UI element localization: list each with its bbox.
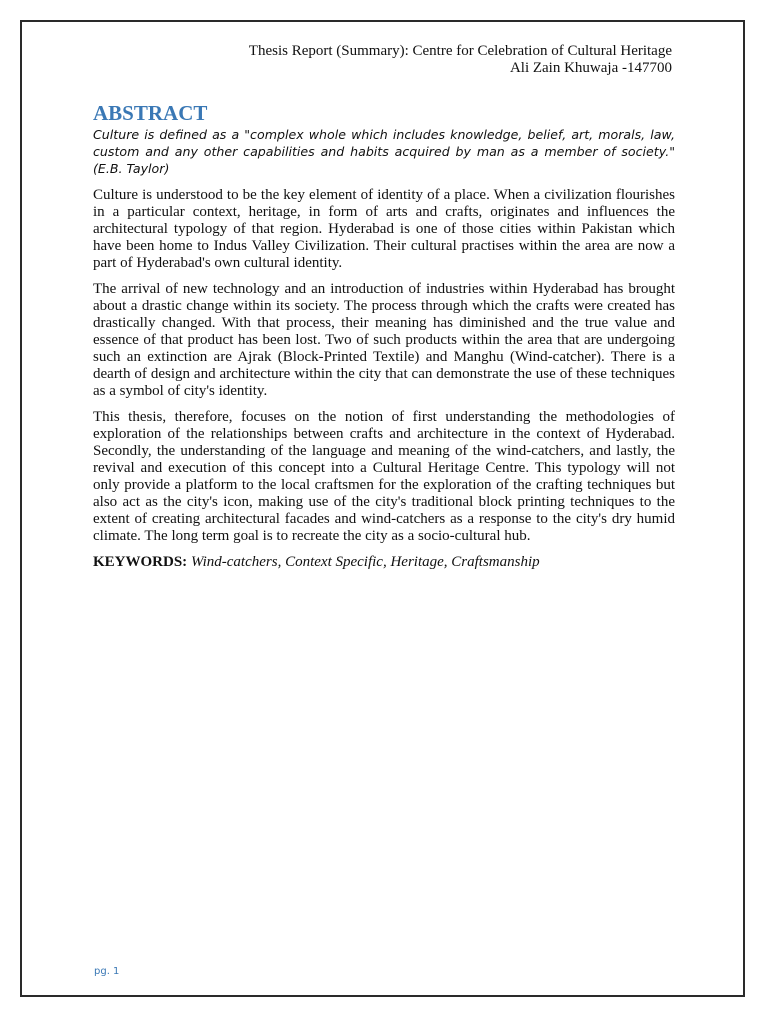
page-number: pg. 1 [94, 966, 120, 977]
keywords-line [93, 554, 675, 571]
abstract-heading: ABSTRACT [93, 101, 208, 125]
keywords-label: KEYWORDS: [93, 554, 188, 570]
abstract-paragraph-1: Culture is understood to be the key element of identity of a place. When a civilization flourishes in a particular context, heritage, in form of arts and crafts, originates and influences the architectural typology of that region. Hyderabad is one of those cities within Pakistan which have been home to Indus Valley Civilization. Their cultural practises within the area are now a part of Hyderabad's own cultural identity. [93, 187, 675, 271]
header-title: Thesis Report (Summary): Centre for Celebration of Cultural Heritage [248, 43, 672, 59]
document-header [249, 43, 672, 77]
keywords-list: Wind-catchers, Context Specific, Heritage, Craftsmanship [190, 554, 540, 570]
abstract-paragraph-3: This thesis, therefore, focuses on the notion of first understanding the methodologies of exploration of the relationships between crafts and architecture in the context of Hyderabad. Secondly, the understanding of the language and meaning of the wind-catchers, and lastly, the revival and execution of this concept into a Cultural Heritage Centre. This typology will not only provide a platform to the local craftsmen for the exploration of the crafting techniques but also act as the city's icon, making use of the city's traditional block printing techniques to the extent of creating architectural facades and wind-catchers as a response to the city's dry humid climate. The long term goal is to recreate the city as a socio-cultural hub. [93, 409, 675, 544]
culture-definition-quote: Culture is defined as a "complex whole which includes knowledge, belief, art, morals, law, custom and any other capabilities and habits acquired by man as a member of society." (E.B. Taylor) [93, 127, 675, 176]
abstract-section [93, 100, 675, 571]
header-author: Ali Zain Khuwaja -147700 [509, 60, 672, 76]
abstract-paragraph-2: The arrival of new technology and an introduction of industries within Hyderabad has brought about a drastic change within its society. The process through which the crafts were created has drastically changed. With that process, their meaning has diminished and the true value and essence of that product has been lost. Two of such products within the area that are undergoing such an extinction are Ajrak (Block-Printed Textile) and Manghu (Wind-catcher). There is a dearth of design and architecture within the city that can demonstrate the use of these techniques as a symbol of city's identity. [93, 281, 675, 399]
